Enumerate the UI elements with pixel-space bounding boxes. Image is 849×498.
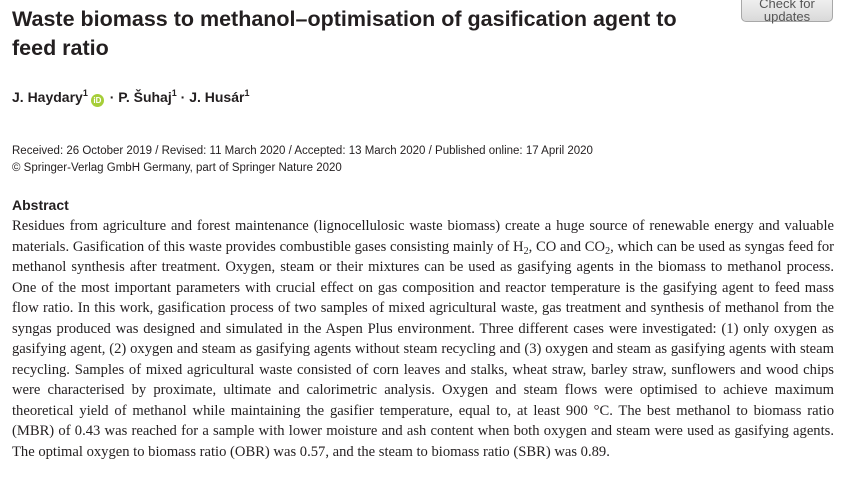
check-for-updates-line1: Check for — [759, 0, 815, 11]
subscript: 2 — [523, 245, 529, 257]
abstract-text — [12, 216, 834, 462]
abstract-text-part: , CO and CO — [528, 238, 606, 255]
check-for-updates-line2: updates — [763, 9, 811, 24]
article-history — [12, 143, 593, 177]
revised-date: Revised: 11 March 2020 — [161, 145, 286, 157]
author-name[interactable]: P. Šuhaj — [118, 89, 172, 105]
abstract-text-part: , which can be used as syngas feed for methanol synthesis after treatment. Oxygen, steam or their mixtures can be used as gasifying agents in the biomass to methanol process. One of the most important parameters with crucial effect on gas composition and reactor temperature is the gasifying agent to feed mass flow ratio. In this work, gasification process of two samples of mixed agricultural waste, gas treatment and synthesis of methanol from the syngas produced was designed and simulated in the Aspen Plus environment. Three different cases were investigated: (1) only oxygen as gasifying agent, (2) oxygen and steam as gasifying agents without steam recycling and (3) oxygen and steam as gasifying agents with steam recycling. Samples of mixed agricultural waste consisted of corn leaves and stalks, wheat straw, barley straw, sunflowers and wood chips were characterised by proximate, ultimate and calorimetric analysis. Oxygen and steam flows were optimised to achieve maximum theoretical yield of methanol while maintaining the gasifier temperature, equal to, at least 900 °C. The best methanol to biomass ratio (MBR) of 0.43 was reached for a sample with lower moisture and ash content when both oxygen and steam were used as gasifying agents. The optimal oxygen to biomass ratio (OBR) was 0.57, and the steam to biomass ratio (SBR) was 0.89. — [12, 238, 835, 460]
copyright-notice: © Springer-Verlag GmbH Germany, part of Springer Nature 2020 — [12, 162, 342, 174]
check-for-updates-button[interactable] — [741, 0, 833, 22]
author-list — [12, 88, 249, 107]
published-date: Published online: 17 April 2020 — [435, 145, 593, 157]
author-separator: · — [176, 89, 190, 105]
article-title: Waste biomass to methanol–optimisation of gasification agent to feed ratio — [12, 7, 677, 60]
received-date: Received: 26 October 2019 — [12, 145, 153, 157]
author-affiliation: 1 — [171, 88, 177, 98]
date-separator: / — [425, 145, 436, 157]
abstract-text-part: Residues from agriculture and forest maintenance (lignocellulosic waste biomass) create a huge source of renewable energy and valuable materials. Gasification of this waste provides combustible gases consisting mainly of H — [12, 218, 834, 255]
author-name[interactable]: J. Husár — [189, 89, 245, 105]
author-name[interactable]: J. Haydary — [12, 89, 83, 105]
abstract-heading: Abstract — [12, 197, 69, 213]
subscript: 2 — [605, 245, 611, 257]
orcid-icon[interactable]: iD — [91, 94, 104, 107]
author-affiliation: 1 — [82, 88, 88, 98]
author-affiliation: 1 — [244, 88, 250, 98]
author-separator: · — [105, 89, 119, 105]
date-separator: / — [285, 145, 295, 157]
date-separator: / — [152, 145, 162, 157]
accepted-date: Accepted: 13 March 2020 — [294, 145, 426, 157]
